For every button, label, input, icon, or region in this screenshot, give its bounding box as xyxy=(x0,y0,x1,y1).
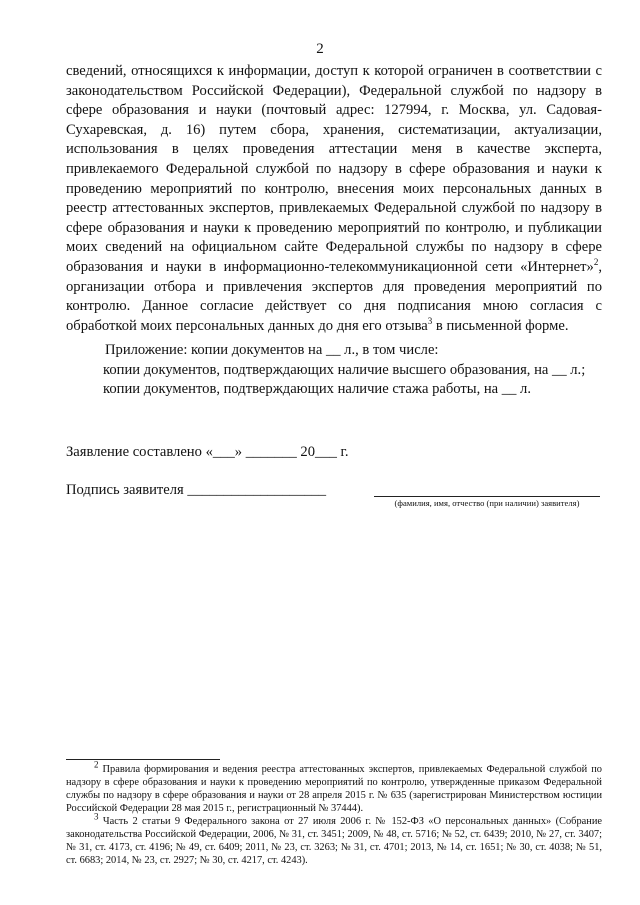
footnote-text: Часть 2 статьи 9 Федерального закона от 27 июля 2006 г. № 152-ФЗ «О персональных данных» (Собрание законодательства Российской Федерации, 2006, № 31, ст. 3451; 2009, № 48, ст. 5716; № 52, ст. 6439; 2010, № 27, ст. 3407; № 31, ст. 4173, ст. 4196; № 49, ст. 6409; 2011, № 23, ст. 3263; № 31, ст. 4701; 2013, № 14, ст. 1651; № 30, ст. 4038; № 51, ст. 6683; 2014, № 23, ст. 2927; № 30, ст. 4217, ст. 4243). xyxy=(66,816,602,866)
attachments-heading: Приложение: копии документов на __ л., в том числе: xyxy=(105,342,439,358)
attachment-work-experience: копии документов, подтверждающих наличие стажа работы, на __ л. xyxy=(103,381,531,397)
footnotes xyxy=(66,759,602,867)
footnote-mark: 3 xyxy=(94,811,99,822)
footnote-ref-2: 2 xyxy=(593,257,599,268)
page-number: 2 xyxy=(316,41,324,57)
consent-paragraph xyxy=(66,62,602,336)
footnote-text: Правила формирования и ведения реестра аттестованных экспертов, привлекаемых Федеральной службой по надзору в сфере образования и науки к проведению мероприятий по контролю, утвержденные приказом Федеральной службы по надзору в сфере образования и науки от 28 апреля 2015 г. № 635 (зарегистрирован Министерством юстиции Российской Федерации 28 мая 2015 г., регистрационный № 37444). xyxy=(66,764,602,814)
paragraph-text-part3: в письменной форме. xyxy=(432,317,569,334)
footnote-mark: 2 xyxy=(94,759,99,770)
footnote-2 xyxy=(66,759,602,815)
name-caption: (фамилия, имя, отчество (при наличии) заявителя) xyxy=(394,498,580,508)
paragraph-text-part2: , организации отбора и привлечения экспертов для проведения мероприятий по контролю. Данное согласие действует со дня подписания мною согласия с обработкой моих персональных данных до дня его отзыва xyxy=(66,258,602,334)
name-underline xyxy=(374,496,600,497)
application-date-line: Заявление составлено «___» _______ 20___ г. xyxy=(66,444,349,460)
attachments-block xyxy=(105,341,605,400)
footnote-ref-3: 3 xyxy=(427,315,433,326)
footnote-3 xyxy=(66,811,602,867)
footnote-divider xyxy=(66,759,220,760)
paragraph-text-part1: сведений, относящихся к информации, доступ к которой ограничен в соответствии с законодательством Российской Федерации), Федеральной службой по надзору в сфере образования и науки (почтовый адрес: 127994, г. Москва, ул. Садовая-Сухаревская, д. 16) путем сбора, хранения, систематизации, актуализации, использования в целях проведения аттестации меня в качестве эксперта, привлекаемого Федеральной службой по надзору в сфере образования и науки к проведению мероприятий по контролю, внесения моих персональных данных в реестр аттестованных экспертов, привлекаемых Федеральной службой по надзору в сфере образования и науки к проведению мероприятий по контролю, и публикации моих сведений на официальном сайте Федеральной службы по надзору в сфере образования и науки в информационно-телекоммуникационной сети «Интернет» xyxy=(66,63,602,275)
attachment-education: копии документов, подтверждающих наличие высшего образования, на __ л.; xyxy=(103,361,586,378)
applicant-signature-line: Подпись заявителя ___________________ xyxy=(66,482,327,498)
